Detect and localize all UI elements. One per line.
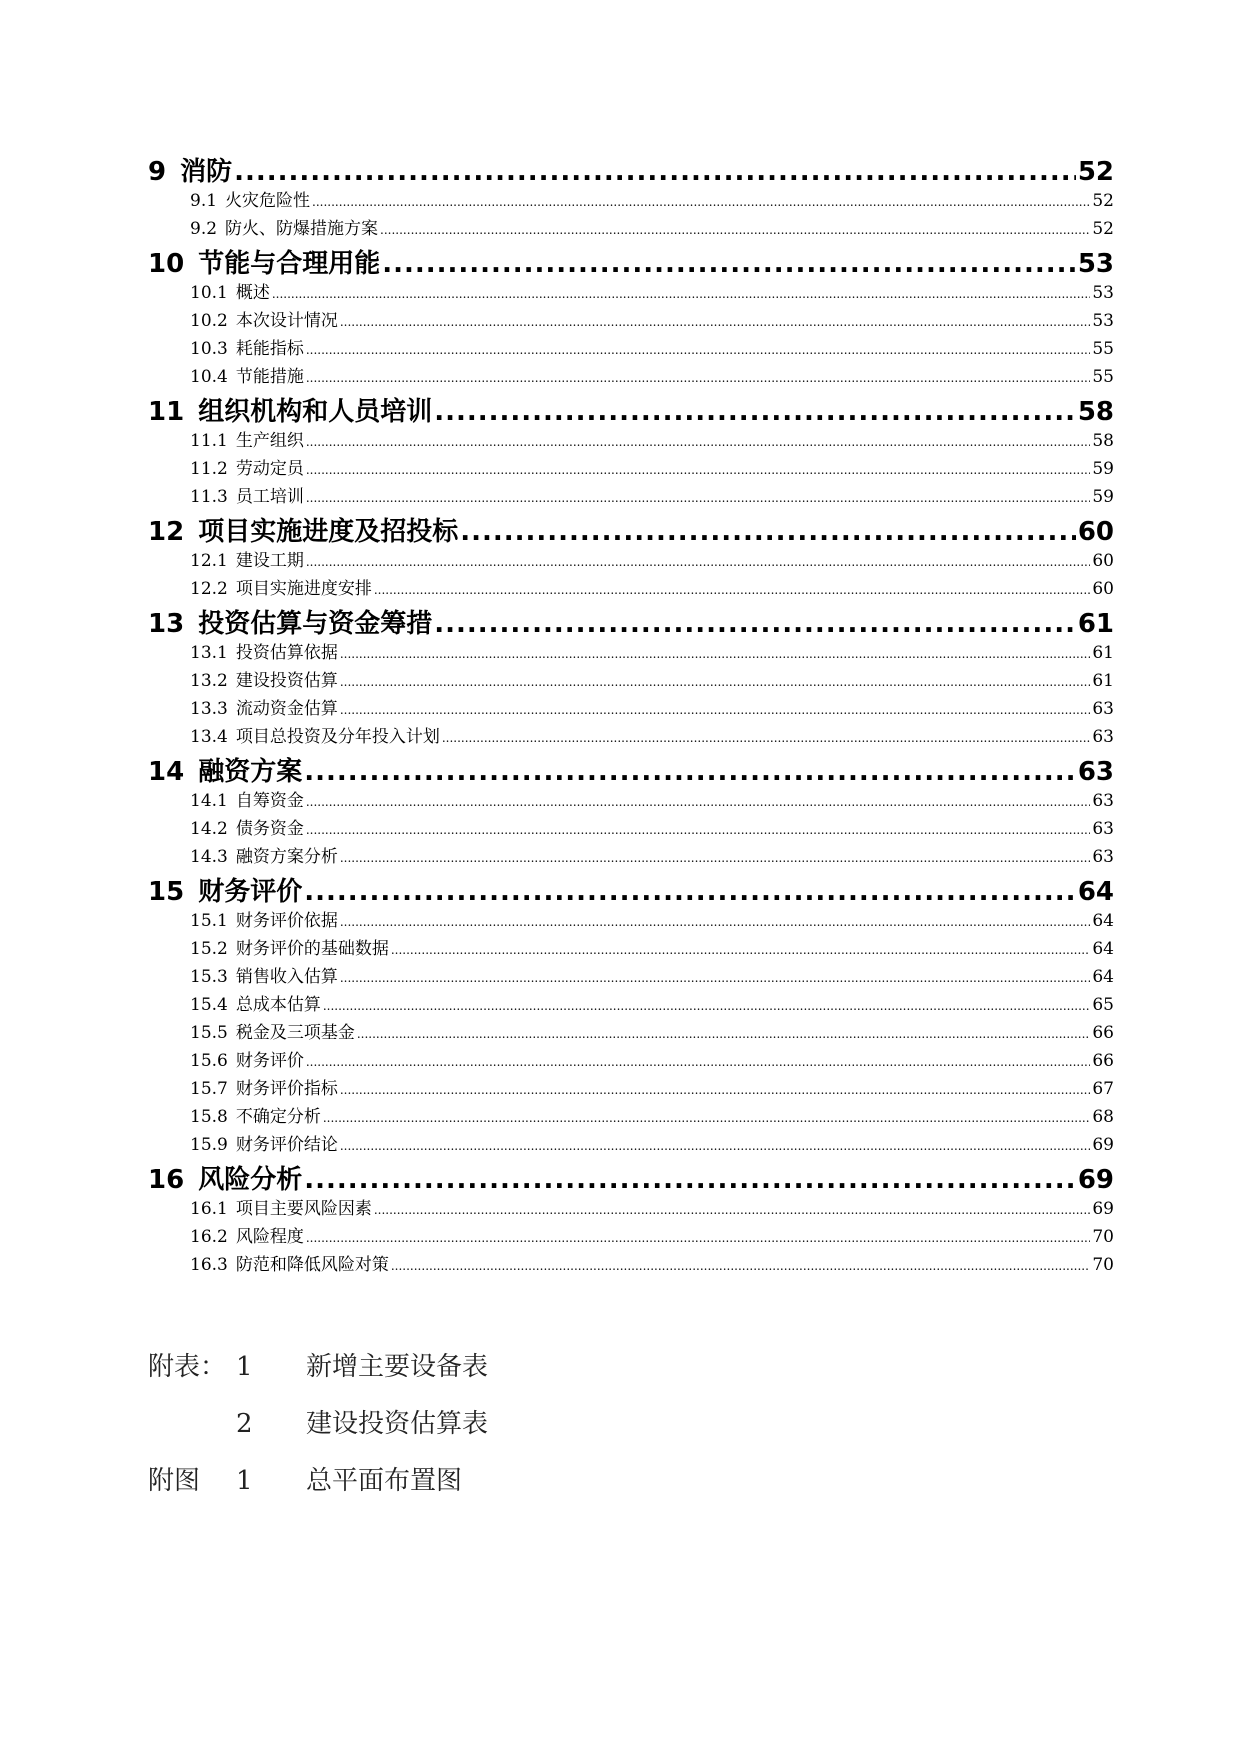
section-title: 税金及三项基金 [235, 1023, 355, 1043]
appendix-list [148, 1346, 488, 1517]
page-number: 65 [1092, 995, 1114, 1015]
section-title: 火灾危险性 [225, 191, 311, 211]
section-number: 12.2 [190, 579, 228, 599]
section-title: 项目实施进度安排 [235, 579, 372, 599]
toc-chapter-entry [148, 391, 1114, 426]
section-number: 16.3 [190, 1255, 228, 1275]
section-title: 投资估算依据 [235, 643, 338, 663]
chapter-number: 12 [148, 517, 185, 547]
page-number: 59 [1092, 459, 1114, 479]
page-number: 64 [1077, 877, 1114, 907]
toc-section-entry [148, 1074, 1114, 1102]
dot-leader [304, 877, 1076, 907]
toc-chapter-entry [148, 871, 1114, 906]
dot-leader [340, 311, 1091, 331]
section-number: 14.3 [190, 847, 228, 867]
dot-leader [306, 1227, 1091, 1247]
dot-leader [357, 1023, 1091, 1043]
section-title: 本次设计情况 [235, 311, 338, 331]
section-title: 项目总投资及分年投入计划 [235, 727, 440, 747]
page-number: 63 [1092, 791, 1114, 811]
page-number: 69 [1092, 1135, 1114, 1155]
dot-leader [306, 487, 1091, 507]
dot-leader [306, 791, 1091, 811]
dot-leader [380, 219, 1090, 239]
page-number: 66 [1092, 1051, 1114, 1071]
dot-leader [272, 283, 1091, 303]
section-number: 15.7 [190, 1079, 228, 1099]
section-number: 16.2 [190, 1227, 228, 1247]
toc-section-entry [148, 990, 1114, 1018]
section-title: 生产组织 [235, 431, 304, 451]
section-number: 12.1 [190, 551, 228, 571]
dot-leader [323, 1107, 1091, 1127]
section-number: 14.1 [190, 791, 228, 811]
toc-section-entry [148, 546, 1114, 574]
chapter-title: 融资方案 [198, 757, 303, 787]
toc-chapter-entry [148, 1159, 1114, 1194]
dot-leader [340, 699, 1091, 719]
toc-section-entry [148, 814, 1114, 842]
page-number: 52 [1092, 219, 1114, 239]
toc-section-entry [148, 426, 1114, 454]
section-title: 员工培训 [235, 487, 304, 507]
section-number: 15.9 [190, 1135, 228, 1155]
page-number: 64 [1092, 967, 1114, 987]
page-number: 59 [1092, 487, 1114, 507]
dot-leader [340, 1079, 1091, 1099]
toc-section-entry [148, 1222, 1114, 1250]
section-number: 13.1 [190, 643, 228, 663]
section-title: 财务评价结论 [235, 1135, 338, 1155]
dot-leader [374, 1199, 1091, 1219]
section-title: 销售收入估算 [235, 967, 338, 987]
section-title: 建设投资估算 [235, 671, 338, 691]
section-title: 项目主要风险因素 [235, 1199, 372, 1219]
section-title: 流动资金估算 [235, 699, 338, 719]
appendix-item [148, 1403, 488, 1460]
chapter-number: 11 [148, 397, 185, 427]
page-number: 55 [1092, 367, 1114, 387]
dot-leader [382, 249, 1076, 279]
toc-section-entry [148, 722, 1114, 750]
chapter-title: 风险分析 [198, 1165, 303, 1195]
toc-chapter-entry [148, 603, 1114, 638]
toc-section-entry [148, 278, 1114, 306]
section-number: 15.3 [190, 967, 228, 987]
toc-section-entry [148, 906, 1114, 934]
dot-leader [340, 847, 1091, 867]
section-title: 总成本估算 [235, 995, 321, 1015]
page-number: 53 [1092, 283, 1114, 303]
chapter-number: 9 [148, 157, 167, 187]
toc-section-entry [148, 454, 1114, 482]
toc-section-entry [148, 694, 1114, 722]
appendix-label: 附图 [148, 1466, 201, 1496]
section-number: 13.4 [190, 727, 228, 747]
section-number: 11.2 [190, 459, 228, 479]
section-number: 13.3 [190, 699, 228, 719]
page-number: 63 [1092, 699, 1114, 719]
page-number: 70 [1092, 1255, 1114, 1275]
page-number: 60 [1092, 551, 1114, 571]
dot-leader [306, 367, 1091, 387]
page-number: 63 [1092, 727, 1114, 747]
appendix-number: 1 [236, 1352, 253, 1382]
page-number: 55 [1092, 339, 1114, 359]
appendix-name: 建设投资估算表 [306, 1409, 489, 1439]
chapter-number: 13 [148, 609, 185, 639]
section-title: 不确定分析 [235, 1107, 321, 1127]
page-number: 61 [1092, 671, 1114, 691]
section-number: 11.3 [190, 487, 228, 507]
chapter-number: 15 [148, 877, 185, 907]
section-title: 自筹资金 [235, 791, 304, 811]
dot-leader [391, 1255, 1091, 1275]
toc-section-entry [148, 1046, 1114, 1074]
page-number: 58 [1077, 397, 1114, 427]
section-title: 融资方案分析 [235, 847, 338, 867]
dot-leader [306, 1051, 1091, 1071]
dot-leader [434, 609, 1076, 639]
appendix-item [148, 1460, 488, 1517]
page-number: 60 [1092, 579, 1114, 599]
section-number: 15.1 [190, 911, 228, 931]
page-number: 70 [1092, 1227, 1114, 1247]
dot-leader [306, 339, 1091, 359]
page-number: 66 [1092, 1023, 1114, 1043]
toc-section-entry [148, 1130, 1114, 1158]
page-number: 67 [1092, 1079, 1114, 1099]
chapter-title: 投资估算与资金筹措 [198, 609, 433, 639]
dot-leader [304, 757, 1076, 787]
page-number: 52 [1092, 191, 1114, 211]
appendix-name: 新增主要设备表 [306, 1352, 489, 1382]
dot-leader [304, 1165, 1076, 1195]
section-number: 10.2 [190, 311, 228, 331]
page-number: 68 [1092, 1107, 1114, 1127]
dot-leader [306, 459, 1091, 479]
section-title: 财务评价的基础数据 [235, 939, 389, 959]
page-number: 60 [1077, 517, 1114, 547]
page-number: 64 [1092, 911, 1114, 931]
section-number: 9.2 [190, 219, 218, 239]
toc-section-entry [148, 934, 1114, 962]
page-number: 63 [1077, 757, 1114, 787]
section-title: 耗能指标 [235, 339, 304, 359]
page-number: 52 [1077, 157, 1114, 187]
page-number: 64 [1092, 939, 1114, 959]
page-number: 61 [1092, 643, 1114, 663]
dot-leader [442, 727, 1091, 747]
section-title: 财务评价依据 [235, 911, 338, 931]
dot-leader [340, 1135, 1091, 1155]
section-title: 防范和降低风险对策 [235, 1255, 389, 1275]
section-number: 15.4 [190, 995, 228, 1015]
page-number: 63 [1092, 819, 1114, 839]
section-title: 建设工期 [235, 551, 304, 571]
toc-section-entry [148, 1194, 1114, 1222]
page-number: 61 [1077, 609, 1114, 639]
page-number: 53 [1077, 249, 1114, 279]
section-number: 15.5 [190, 1023, 228, 1043]
appendix-number: 2 [236, 1409, 253, 1439]
dot-leader [340, 911, 1091, 931]
section-title: 风险程度 [235, 1227, 304, 1247]
section-number: 11.1 [190, 431, 228, 451]
dot-leader [306, 431, 1091, 451]
page-number: 53 [1092, 311, 1114, 331]
chapter-title: 组织机构和人员培训 [198, 397, 433, 427]
page-number: 58 [1092, 431, 1114, 451]
section-title: 概述 [235, 283, 270, 303]
dot-leader [391, 939, 1091, 959]
toc-section-entry [148, 306, 1114, 334]
toc-section-entry [148, 334, 1114, 362]
section-number: 13.2 [190, 671, 228, 691]
table-of-contents [148, 150, 1114, 1278]
page-number: 69 [1077, 1165, 1114, 1195]
toc-section-entry [148, 1018, 1114, 1046]
section-number: 10.4 [190, 367, 228, 387]
section-title: 财务评价 [235, 1051, 304, 1071]
toc-chapter-entry [148, 511, 1114, 546]
appendix-number: 1 [236, 1466, 253, 1496]
appendix-name: 总平面布置图 [306, 1466, 463, 1496]
dot-leader [306, 819, 1091, 839]
dot-leader [306, 551, 1091, 571]
appendix-label: 附表： [148, 1352, 227, 1382]
chapter-title: 节能与合理用能 [198, 249, 381, 279]
dot-leader [340, 643, 1091, 663]
toc-section-entry [148, 186, 1114, 214]
dot-leader [312, 191, 1090, 211]
section-title: 财务评价指标 [235, 1079, 338, 1099]
toc-chapter-entry [148, 151, 1114, 186]
toc-section-entry [148, 842, 1114, 870]
page-number: 69 [1092, 1199, 1114, 1219]
section-number: 16.1 [190, 1199, 228, 1219]
section-title: 劳动定员 [235, 459, 304, 479]
section-number: 10.1 [190, 283, 228, 303]
section-number: 14.2 [190, 819, 228, 839]
toc-section-entry [148, 786, 1114, 814]
dot-leader [374, 579, 1091, 599]
appendix-item [148, 1346, 488, 1403]
chapter-number: 14 [148, 757, 185, 787]
dot-leader [234, 157, 1076, 187]
dot-leader [340, 967, 1091, 987]
toc-section-entry [148, 574, 1114, 602]
section-number: 15.2 [190, 939, 228, 959]
chapter-number: 16 [148, 1165, 185, 1195]
toc-section-entry [148, 638, 1114, 666]
toc-section-entry [148, 962, 1114, 990]
dot-leader [340, 671, 1091, 691]
chapter-title: 项目实施进度及招投标 [198, 517, 459, 547]
chapter-title: 财务评价 [198, 877, 303, 907]
toc-chapter-entry [148, 243, 1114, 278]
section-title: 节能措施 [235, 367, 304, 387]
section-number: 10.3 [190, 339, 228, 359]
dot-leader [460, 517, 1076, 547]
toc-section-entry [148, 1102, 1114, 1130]
toc-section-entry [148, 482, 1114, 510]
section-number: 15.6 [190, 1051, 228, 1071]
section-title: 防火、防爆措施方案 [225, 219, 379, 239]
section-number: 15.8 [190, 1107, 228, 1127]
toc-section-entry [148, 214, 1114, 242]
section-number: 9.1 [190, 191, 218, 211]
section-title: 债务资金 [235, 819, 304, 839]
toc-section-entry [148, 1250, 1114, 1278]
toc-section-entry [148, 362, 1114, 390]
dot-leader [323, 995, 1091, 1015]
page-number: 63 [1092, 847, 1114, 867]
toc-section-entry [148, 666, 1114, 694]
chapter-number: 10 [148, 249, 185, 279]
toc-chapter-entry [148, 751, 1114, 786]
dot-leader [434, 397, 1076, 427]
chapter-title: 消防 [180, 157, 233, 187]
